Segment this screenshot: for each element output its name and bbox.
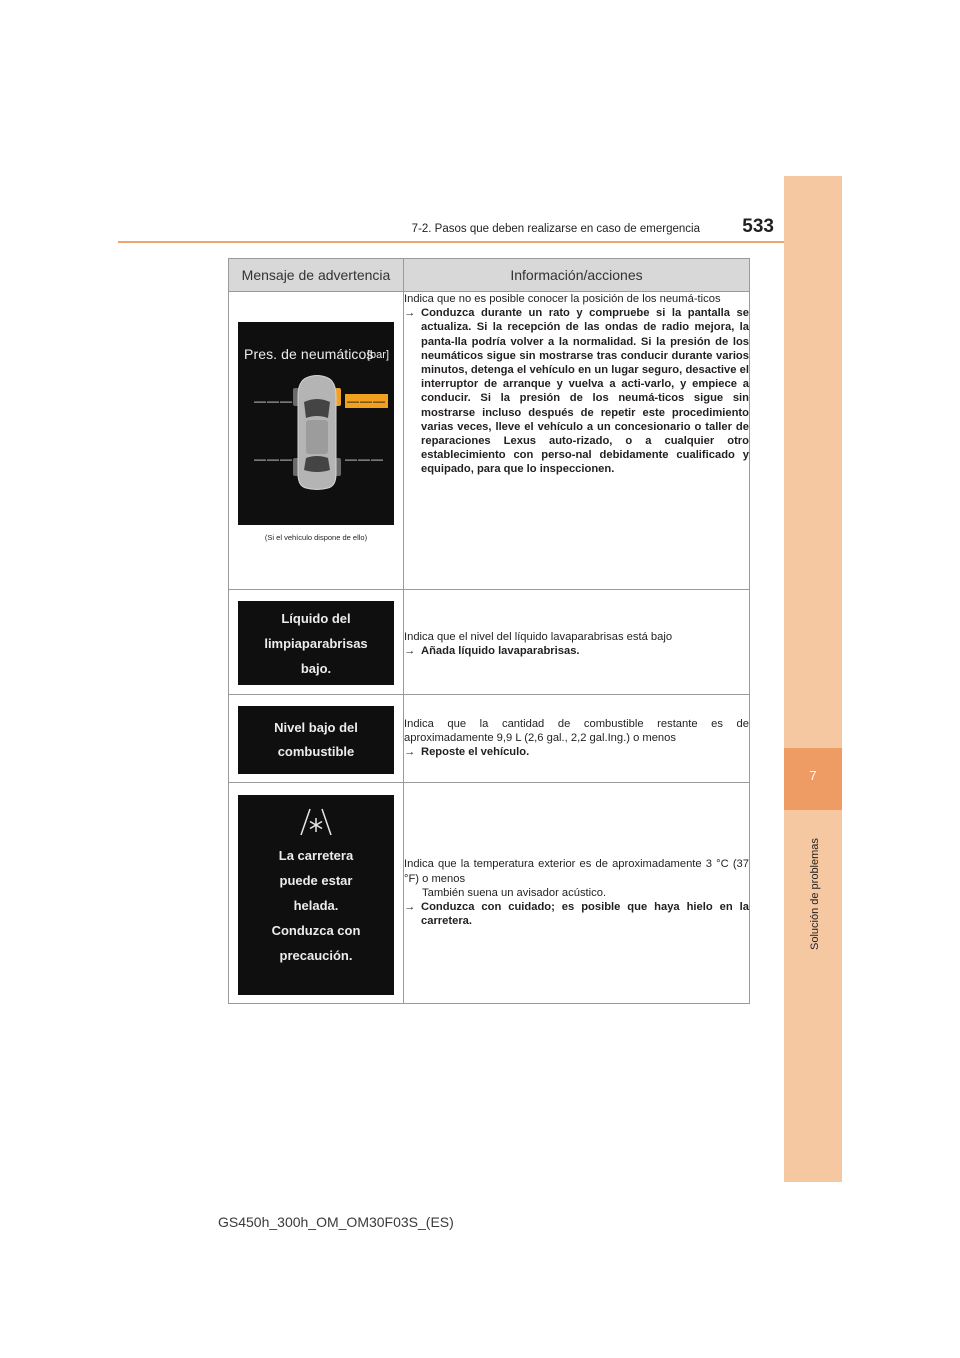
section-title: 7-2. Pasos que deben realizarse en caso de emergencia [411, 223, 700, 235]
tire-screen-title: Pres. de neumáticos [244, 346, 374, 362]
tire-description: Indica que no es posible conocer la posición de los neumá-ticos [404, 293, 721, 305]
ice-screen-line4: Conduzca con [271, 923, 361, 938]
column-header-info: Información/acciones [404, 259, 750, 292]
ice-note: También suena un avisador acústico. [422, 886, 607, 899]
header-rule [118, 241, 784, 243]
low-fuel-screen [238, 706, 394, 774]
message-cell [229, 783, 404, 1004]
message-cell [229, 590, 404, 695]
info-cell [404, 695, 750, 783]
car-top-view-icon [292, 374, 342, 492]
ice-action-text: Conduzca con cuidado; es posible que haya hielo en la carretera. [421, 901, 749, 928]
right-arrow-icon: → [404, 901, 416, 914]
right-arrow-icon: → [404, 645, 416, 657]
fuel-screen-line2: combustible [277, 744, 355, 759]
page-number: 533 [742, 216, 774, 237]
table-row-low-fuel [229, 695, 750, 783]
fuel-action [404, 745, 749, 759]
table-row-tire-pressure [229, 292, 750, 590]
ice-screen-line2: puede estar [279, 873, 353, 888]
tire-screen-unit: [bar] [366, 349, 389, 361]
washer-fluid-screen [238, 601, 394, 685]
washer-description: Indica que el nivel del líquido lavaparabrisas está bajo [404, 630, 673, 643]
washer-screen-line2: limpiaparabrisas [264, 635, 368, 651]
fuel-description: Indica que la cantidad de combustible restante es de aproximadamente 9,9 L (2,6 gal., 2,2 gal.Ing.) o menos [404, 718, 749, 745]
column-header-message: Mensaje de advertencia [229, 259, 404, 292]
tire-action-detail: Si la recepción de las ondas de radio mejora, la panta-lla podría volver a la normalidad. Si la presión de los neumáticos sigue sin mostrarse tras conducir durante varios minutos, detenga el vehículo en un lugar seguro, desactive el interruptor de arranque y vuelva a acti-varlo, y empiece a conducir. Si la presión de los neumá-ticos sigue sin mostrarse incluso después de repetir este procedimiento varias veces, lleve el vehículo a un concesionario o taller de reparaciones Lexus auto-rizado, o a cualquier otro establecimiento con perso-nal debidamente cualificado y equipado, para que lo inspeccionen. [421, 321, 750, 476]
table-row-washer-fluid [229, 590, 750, 695]
tire-dash-rear-left: ——— [254, 452, 293, 466]
ice-screen-line5: precaución. [279, 948, 353, 963]
ice-screen-line3: helada. [293, 898, 339, 913]
washer-screen-line3: bajo. [300, 660, 332, 676]
message-cell [229, 292, 404, 590]
info-cell [404, 783, 750, 1004]
chapter-title: Solución de problemas [809, 838, 821, 950]
info-cell [404, 292, 750, 590]
snowflake-road-icon [299, 807, 333, 837]
warning-table [228, 258, 750, 1004]
chapter-number: 7 [809, 768, 817, 783]
ice-description: Indica que la temperatura exterior es de aproximadamente 3 °C (37 °F) o menos [404, 858, 749, 885]
chapter-side-tab [784, 176, 842, 1182]
tire-action-text: Conduzca durante un rato y compruebe si la pantalla se actualiza. [421, 307, 749, 334]
table-header-row [229, 259, 750, 292]
tire-action [404, 306, 749, 476]
availability-caption: (Si el vehículo dispone de ello) [264, 533, 368, 542]
tire-dash-front-left: ——— [254, 394, 293, 408]
right-arrow-icon: → [404, 307, 416, 320]
ice-screen-line1: La carretera [278, 848, 354, 863]
washer-action [404, 644, 749, 658]
washer-action-text: Añada líquido lavaparabrisas. [421, 645, 580, 657]
tire-pressure-screen [238, 322, 394, 525]
table-row-ice-warning [229, 783, 750, 1004]
fuel-screen-line1: Nivel bajo del [274, 720, 358, 735]
fuel-action-text: Reposte el vehículo. [421, 746, 530, 759]
tire-dash-rear-right: ——— [345, 452, 384, 466]
document-code: GS450h_300h_OM_OM30F03S_(ES) [218, 1214, 454, 1230]
tire-dash-front-right: ——— [347, 394, 386, 408]
info-cell [404, 590, 750, 695]
ice-warning-screen [238, 795, 394, 995]
washer-screen-line1: Líquido del [281, 610, 351, 626]
message-cell [229, 695, 404, 783]
ice-action [404, 900, 749, 928]
right-arrow-icon: → [404, 746, 416, 759]
